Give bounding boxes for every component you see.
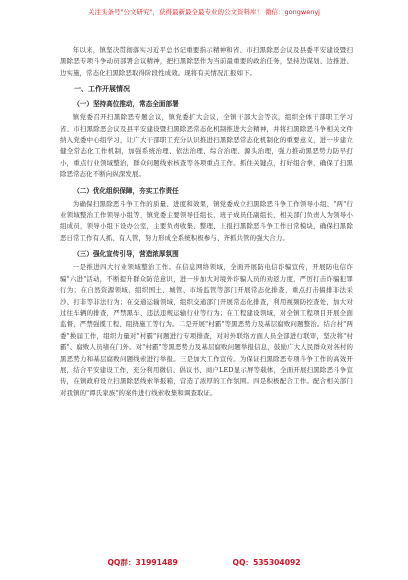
subsection-heading-1: （一）坚持高位推动，常态全面部署 bbox=[73, 100, 179, 109]
subsection-text-2: 为确保扫黑除恶斗争工作的质量、进度和效果，镇党委成立扫黑除恶斗争工作领导小组、"两"行业领域整治工作领导小组等，镇党委主要领导任组长，班子成员任副组长，相关部门负责人为领导小组成员，领导小组下设办公室，主要负责收集、整理、上报扫黑除恶斗争工作日常模块，确保扫黑除恶日常工作有人抓、有人管，努力形成全系统积极参与、齐抓共管的强大合力。 bbox=[60, 199, 353, 242]
section-heading: 一、工作开展情况 bbox=[74, 85, 130, 94]
contact-footer bbox=[0, 557, 408, 568]
intro-paragraph: 年以来，镇坚决贯彻落实习近平总书记重要指示精神和省、市扫黑除恶会议及县委平安建设暨扫黑除恶专项斗争动员部署会议精神，把扫黑除恶作为当前最重要的政治任务，坚持边谋划、边推进、边实施，常态化扫黑除恶取得阶段性成效。现将有关情况汇报如下。 bbox=[60, 46, 353, 77]
subsection-heading-2: （二）优化组织保障，夯实工作责任 bbox=[73, 186, 179, 195]
qq-number-text: QQ：535304092 bbox=[232, 558, 301, 567]
top-banner: 关注头条号"公文研究"，获得最新最全最专业的公文资料库！ 微信：gongwenyj bbox=[88, 8, 320, 16]
subsection-heading-3: （三）强化宣传引导，营造浓厚氛围 bbox=[73, 250, 179, 259]
subsection-text-3: 一是推进四大行业领域整治工作。在信息网络领域，全面开展防电信诈骗宣传，开展防电信诈骗"六进"活动，不断提升群众防范意识，进一步加大对境外诈骗人员的劝返力度，严厉打击诈骗犯罪行为；在自然资源领域，组织国土、城管、市场监管等部门开展常态化排查，重点打击搞排非法采沙、打非等非法行为；在交通运输领域，组织交通部门开展常态化排查，利用视频防控查处，加大对过往车辆的排查，严禁黑车、违法违规运输行业等行为；在工程建设领域，对全镇工程项目开展全面监督，严禁强揽工程、阻挠施工等行为。二是开展"村霸"等黑恶势力及基层腐败问题整治。结合村"两委"换届工作，组织力量对"村霸"问题进行专项排查，对对外联络方面人员全部进行联审，坚决将"村霸"、腐败人员堵在门外。对"村霸"等黑恶势力及基层腐败问题举报信息，鼓励广大人民群众对各村的黑恶势力和基层腐败问题线索进行举报。三是加大工作宣传。为保证扫黑除恶专项斗争工作的高效开展，结合平安建设工作，充分利用微信、倡议书、商户LED显示屏等载体，全面开展扫黑除恶斗争宣传，在镇政府设立扫黑除恶线索举报箱，营造了浓厚的工作氛围。四是积极配合工作。配合相关部门对我镇的"谭氏家族"的案件进行线索收集和调查取证。 bbox=[60, 263, 353, 397]
document-body bbox=[60, 45, 353, 404]
subsection-text-1: 镇党委召开扫黑除恶专题会议，镇党委扩大会议，全镇干部大会等次，组织全体干部职工学习省、市扫黑除恶会议及县平安建设暨扫黑除恶常态化机制推进大会精神，并将扫黑除恶斗争相关文件纳入党委中心组学习，让广大干部职工充分认识推进扫黑除恶常态化机制化的重要意义，进一步建立健全常态化工作机制，加强系统治理、依法治理、综合治理、源头治理，强力推动黑恶势力防早打小，重点行业领域整治，群众问题线索核查等各项重点工作。抓住关键点，打好组合拳，确保了扫黑除恶常态化不断向纵深发展。 bbox=[60, 113, 353, 179]
qq-group-text: QQ群：31991489 bbox=[107, 558, 178, 567]
